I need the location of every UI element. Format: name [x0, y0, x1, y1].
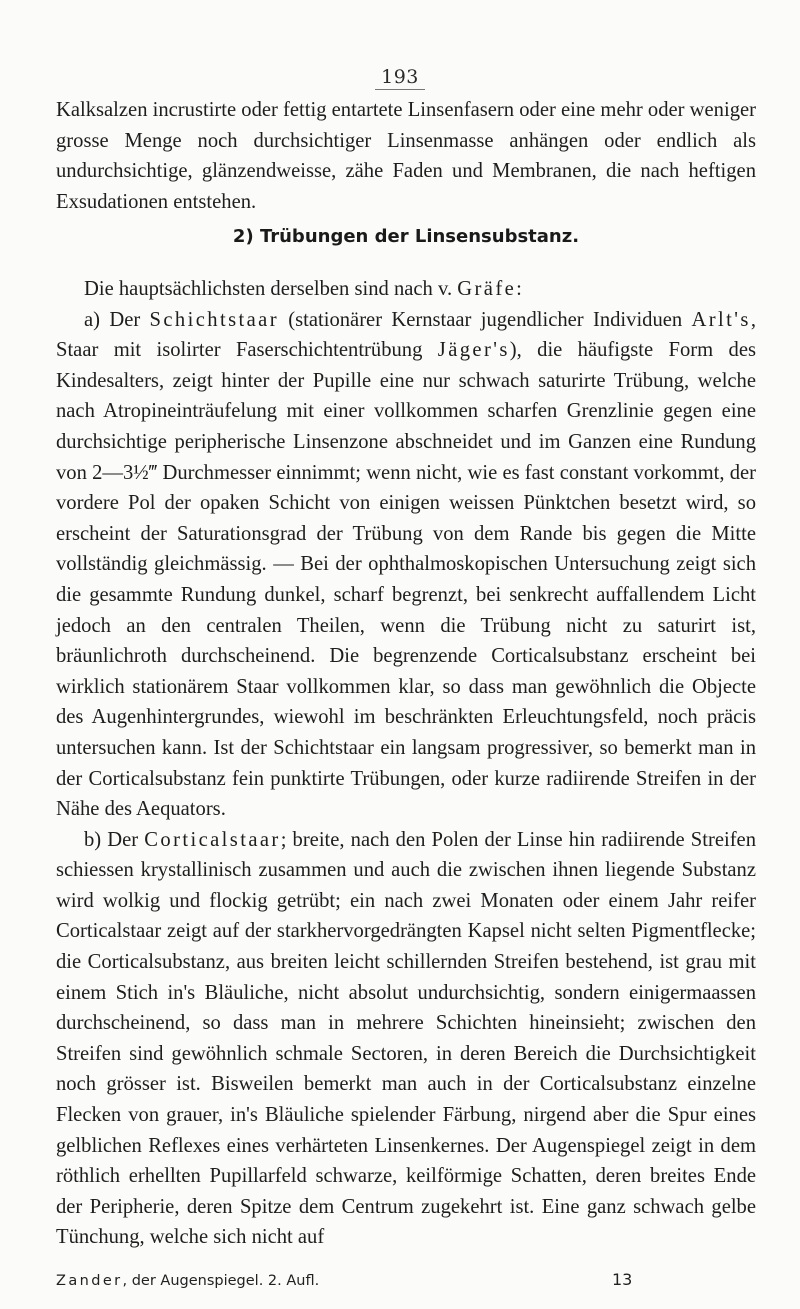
para-a-mid2: , Staar mit isolirter Faserschichtentrübung: [56, 308, 756, 362]
footer-author: Zander: [56, 1273, 123, 1289]
intro-paragraph: [56, 95, 756, 217]
para-b-pre: b) Der: [84, 828, 145, 851]
para-a-pre: a) Der: [84, 308, 150, 331]
para-b-post: ; breite, nach den Polen der Linse hin radiirende Streifen schiessen krystallinisch zusammen und auch die zwischen ihnen liegende Substanz wird wolkig und flockig getrübt; ein nach zwei Monaten oder einem Jahr reifer Corticalstaar zeigt auf der starkhervorgedrängten Kapsel nicht selten Pigmentflecke; die Corticalsubstanz, aus breiten leicht schillernden Streifen bestehend, ist grau mit einem Stich in's Bläuliche, nicht absolut undurchsichtig, sondern einigermaassen durchscheinend, so dass man in mehrere Schichten hineinsieht; zwischen den Streifen sind gewöhnlich schmale Sectoren, in deren Bereich die Durchsichtigkeit noch grösser ist. Bisweilen bemerkt man auch in der Corticalsubstanz einzelne Flecken von grauer, in's Bläuliche spielender Färbung, nirgend aber die Spur eines gelblichen Reflexes eines verhärteten Linsenkernes. Der Augenspiegel zeigt in dem röthlich erhellten Pupillarfeld schwarze, keilförmige Schatten, deren breites Ende der Peripherie, deren Spitze dem Centrum zugekehrt ist. Eine ganz schwach gelbe Tünchung, welche sich nicht auf: [56, 828, 756, 1249]
footer-book-reference: [56, 1273, 319, 1289]
paragraph-b: [56, 825, 756, 1253]
lead-paragraph: [56, 274, 756, 305]
paragraph-a: [56, 305, 756, 825]
term-schichtstaar: Schichtstaar: [149, 308, 279, 331]
name-jaeger: Jäger's: [437, 339, 510, 362]
intro-text: Kalksalzen incrustirte oder fettig entartete Linsenfasern oder eine mehr oder weniger grosse Menge noch durchsichtiger Linsenmasse anhängen oder endlich als undurchsichtige, glänzendweisse, zähe Faden und Membranen, die nach heftigen Exsudationen entstehen.: [56, 99, 756, 213]
lead-post: :: [516, 278, 522, 300]
para-a-post: ), die häufigste Form des Kindesalters, zeigt hinter der Pupille eine nur schwach saturirte Trübung, welche nach Atropineinträufelung mit einer vollkommen scharfen Grenzlinie gegen eine durchsichtige peripherische Linsenzone abschneidet und im Ganzen eine Rundung von 2—3½‴ Durchmesser einnimmt; wenn nicht, wie es fast constant vorkommt, der vordere Pol der opaken Schicht von einigen weissen Pünktchen besetzt wird, so erscheint der Saturationsgrad der Trübung von dem Rande bis gegen die Mitte vollständig gleichmässig. — Bei der ophthalmoskopischen Untersuchung zeigt sich die gesammte Rundung dunkel, scharf begrenzt, bei senkrecht auffallendem Licht jedoch an den centralen Theilen, wenn die Trübung nicht zu saturirt ist, bräunlichroth durchscheinend. Die begrenzende Corticalsubstanz erscheint bei wirklich stationärem Staar vollkommen klar, so dass man gewöhnlich die Objecte des Augenhintergrundes, wiewohl im beschränkten Erleuchtungsfeld, noch präcis untersuchen kann. Ist der Schichtstaar ein langsam progressiver, so bemerkt man in der Corticalsubstanz fein punktirte Trübungen, oder kurze radiirende Streifen in der Nähe des Aequators.: [56, 339, 756, 821]
term-corticalstaar: Corticalstaar: [144, 828, 281, 851]
section-heading: 2) Trübungen der Linsensubstanz.: [232, 226, 580, 247]
lead-pre: Die hauptsächlichsten derselben sind nach v.: [84, 278, 458, 300]
author-name: Gräfe: [457, 278, 517, 300]
footer-title: , der Augenspiegel. 2. Aufl.: [122, 1273, 320, 1289]
para-a-mid1: (stationärer Kernstaar jugendlicher Individuen: [278, 308, 692, 331]
page-number: 193: [0, 66, 800, 88]
footer-signature: 13: [612, 1270, 633, 1289]
body-text: [56, 274, 756, 1253]
name-arlt: Arlt's: [691, 308, 751, 331]
